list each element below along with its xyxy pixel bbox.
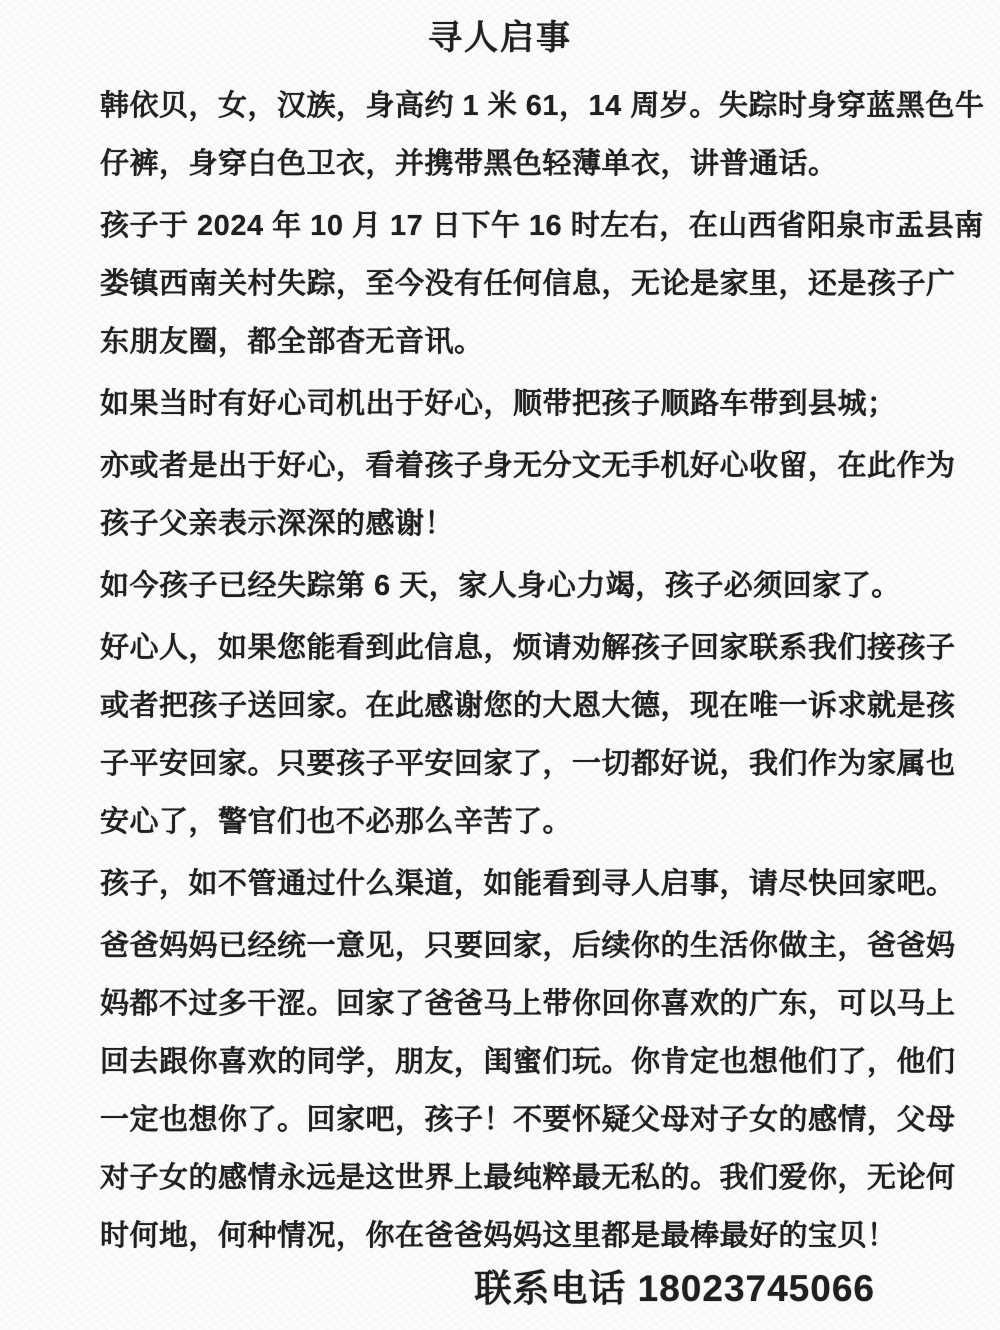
- text-line: 仔裤，身穿白色卫衣，并携带黑色轻薄单衣，讲普通话。: [100, 147, 838, 180]
- paragraph-driver-appeal: [100, 372, 908, 430]
- text-line: 亦或者是出于好心，看着孩子身无分文无手机好心收留，在此作为: [100, 449, 956, 482]
- text-line: 孩子于 2024 年 10 月 17 日下午 16 时左右，在山西省阳泉市盂县南: [100, 209, 984, 242]
- text-line: 如果当时有好心司机出于好心，顺带把孩子顺路车带到县城；: [100, 387, 897, 420]
- paragraph-shelter-thanks: [100, 434, 956, 550]
- text-line: 或者把孩子送回家。在此感谢您的大恩大德，现在唯一诉求就是孩: [100, 689, 956, 722]
- text-line: 子平安回家。只要孩子平安回家了，一切都好说，我们作为家属也: [100, 747, 956, 780]
- notice-title: 寻人启事: [428, 19, 572, 57]
- text-line: 妈都不过多干涩。回家了爸爸马上带你回你喜欢的广东，可以马上: [100, 987, 956, 1020]
- text-line: 如今孩子已经失踪第 6 天，家人身心力竭，孩子必须回家了。: [100, 569, 901, 602]
- text-line: 娄镇西南关村失踪，至今没有任何信息，无论是家里，还是孩子广: [100, 267, 956, 300]
- text-line: 一定也想你了。回家吧，孩子！不要怀疑父母对子女的感情，父母: [100, 1103, 956, 1136]
- text-line: 孩子，如不管通过什么渠道，如能看到寻人启事，请尽快回家吧。: [100, 867, 956, 900]
- text-line: 孩子父亲表示深深的感谢！: [100, 507, 455, 540]
- paragraph-goodhearted-appeal: [100, 616, 956, 848]
- text-line: 爸爸妈妈已经统一意见，只要回家，后续你的生活你做主，爸爸妈: [100, 929, 956, 962]
- paragraph-child-appeal: [100, 852, 956, 910]
- contact-phone: 联系电话 18023745066: [474, 1268, 875, 1309]
- text-line: 时何地，何种情况，你在爸爸妈妈这里都是最棒最好的宝贝！: [100, 1219, 897, 1252]
- text-line: 韩依贝，女，汉族，身高约 1 米 61，14 周岁。失踪时身穿蓝黑色牛: [100, 89, 985, 122]
- text-line: 好心人，如果您能看到此信息，烦请劝解孩子回家联系我们接孩子: [100, 631, 956, 664]
- notice-body: [0, 60, 1000, 1262]
- text-line: 回去跟你喜欢的同学，朋友，闺蜜们玩。你肯定也想他们了，他们: [100, 1045, 956, 1078]
- text-line: 对子女的感情永远是这世界上最纯粹最无私的。我们爱你，无论何: [100, 1161, 956, 1194]
- paragraph-description: [100, 74, 985, 190]
- text-line: 安心了，警官们也不必那么辛苦了。: [100, 805, 573, 838]
- paragraph-disappearance: [100, 194, 984, 368]
- paragraph-parents-message: [100, 914, 956, 1262]
- paragraph-days-missing: [100, 554, 908, 612]
- text-line: 东朋友圈，都全部杳无音讯。: [100, 325, 484, 358]
